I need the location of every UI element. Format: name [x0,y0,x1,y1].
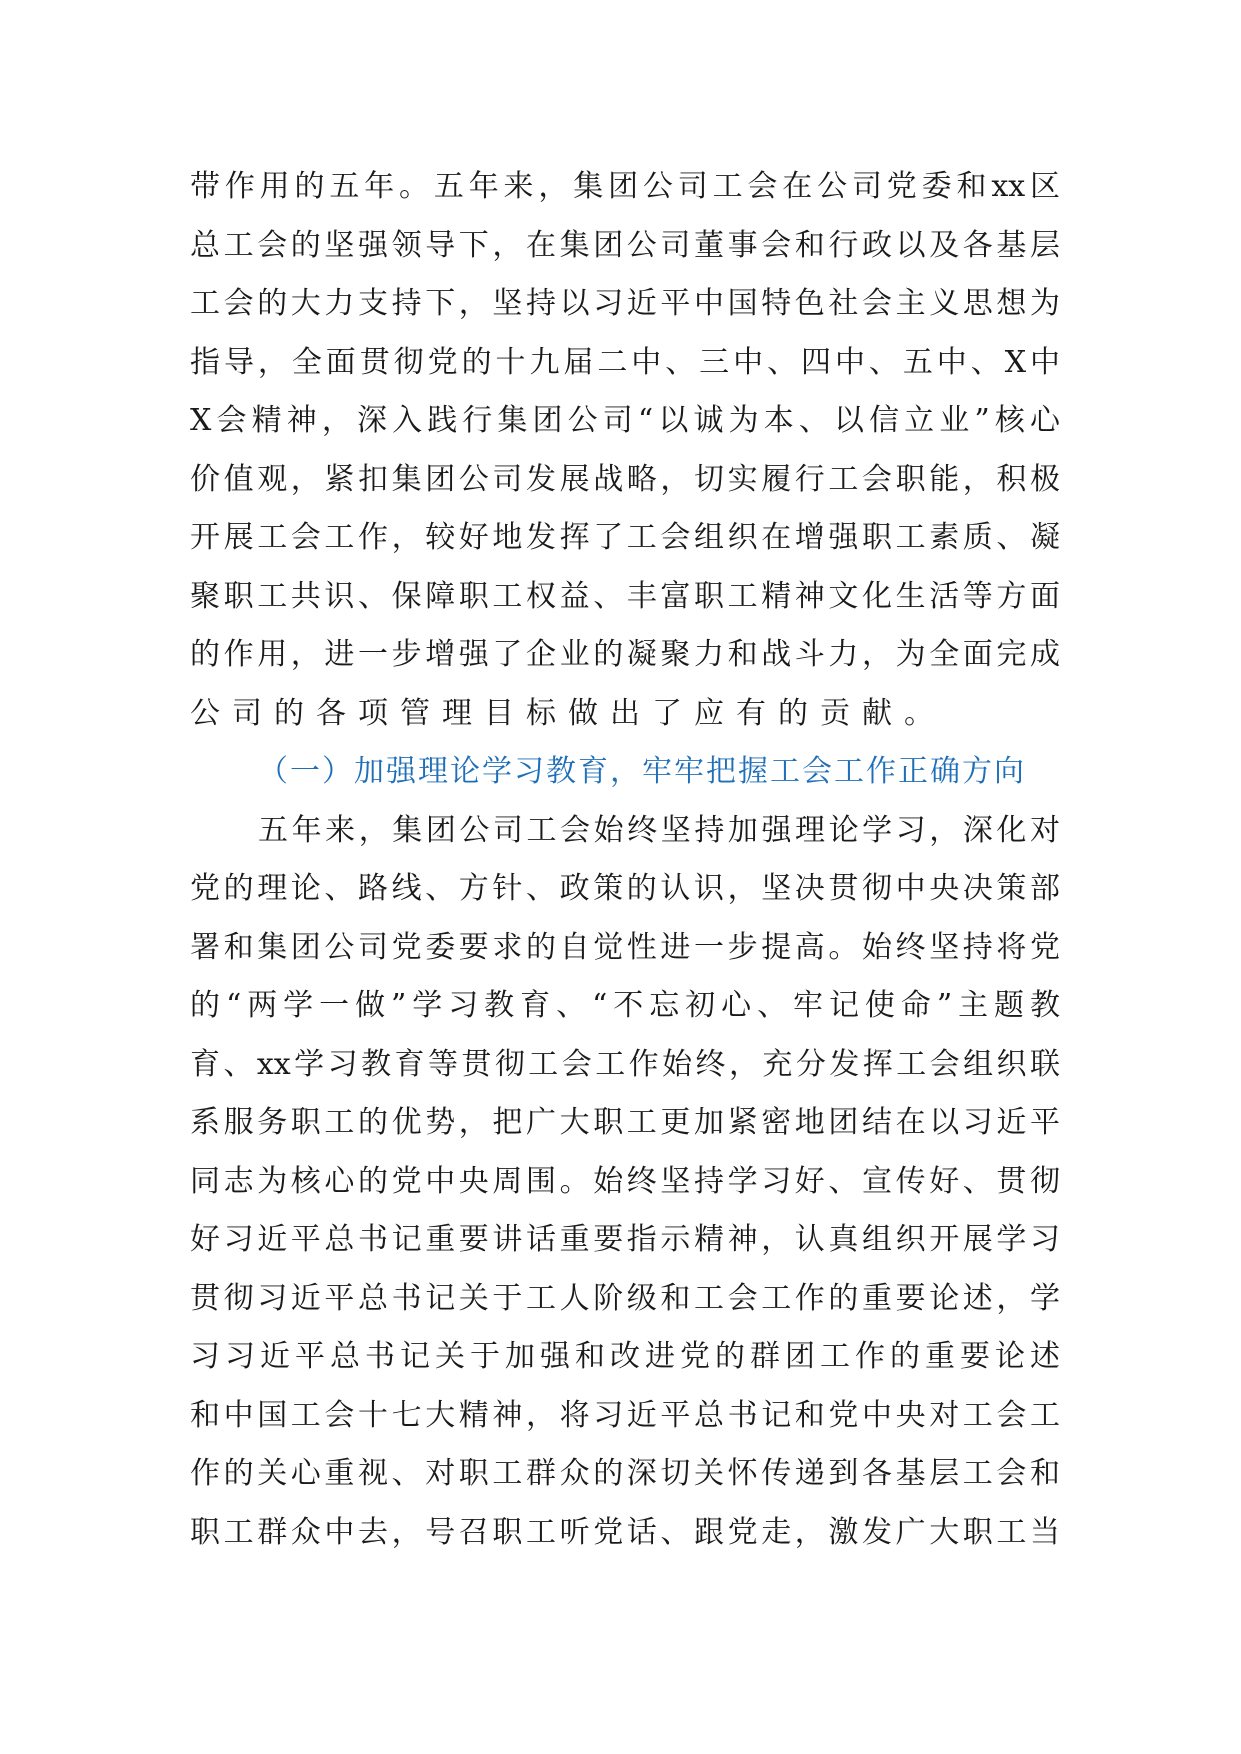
paragraph-line: 贯彻习近平总书记关于工人阶级和工会工作的重要论述，学 [190,1280,1060,1316]
paragraph-line: 公司的各项管理目标做出了应有的贡献。 [190,695,946,731]
paragraph-line: 开展工会工作，较好地发挥了工会组织在增强职工素质、凝 [190,520,1060,555]
paragraph-line: 价值观，紧扣集团公司发展战略，切实履行工会职能，积极 [190,461,1060,497]
paragraph-line: 带作用的五年。五年来，集团公司工会在公司党委和xx区 [190,169,1060,204]
paragraph-line: 五年来，集团公司工会始终坚持加强理论学习，深化对 [258,812,1060,848]
paragraph-line: 指导，全面贯彻党的十九届二中、三中、四中、五中、X中 [190,344,1060,380]
paragraph-line: 党的理论、路线、方针、政策的认识，坚决贯彻中央决策部 [190,871,1060,906]
paragraph-line: 职工群众中去，号召职工听党话、跟党走，激发广大职工当 [190,1514,1060,1550]
paragraph-line: 的作用，进一步增强了企业的凝聚力和战斗力，为全面完成 [190,637,1060,672]
paragraph-line: 系服务职工的优势，把广大职工更加紧密地团结在以习近平 [190,1105,1060,1140]
paragraph-line: 聚职工共识、保障职工权益、丰富职工精神文化生活等方面 [190,578,1060,614]
section-heading: （一）加强理论学习教育，牢牢把握工会工作正确方向 [258,754,1026,789]
paragraph-line: 总工会的坚强领导下，在集团公司董事会和行政以及各基层 [190,227,1060,263]
paragraph-line: X会精神，深入践行集团公司“以诚为本、以信立业”核心 [190,403,1060,438]
document-body [190,158,1060,1562]
paragraph-line: 和中国工会十七大精神，将习近平总书记和党中央对工会工 [190,1397,1060,1433]
paragraph-line: 同志为核心的党中央周围。始终坚持学习好、宣传好、贯彻 [190,1163,1060,1199]
paragraph-line: 工会的大力支持下，坚持以习近平中国特色社会主义思想为 [190,286,1060,321]
paragraph-line: 署和集团公司党委要求的自觉性进一步提高。始终坚持将党 [190,929,1060,965]
paragraph-line: 作的关心重视、对职工群众的深切关怀传递到各基层工会和 [190,1456,1060,1491]
paragraph-line: 习习近平总书记关于加强和改进党的群团工作的重要论述 [190,1339,1060,1374]
paragraph-line: 育、xx学习教育等贯彻工会工作始终，充分发挥工会组织联 [190,1046,1060,1082]
paragraph-line: 的“两学一做”学习教育、“不忘初心、牢记使命”主题教 [190,988,1060,1023]
paragraph-line: 好习近平总书记重要讲话重要指示精神，认真组织开展学习 [190,1222,1060,1257]
